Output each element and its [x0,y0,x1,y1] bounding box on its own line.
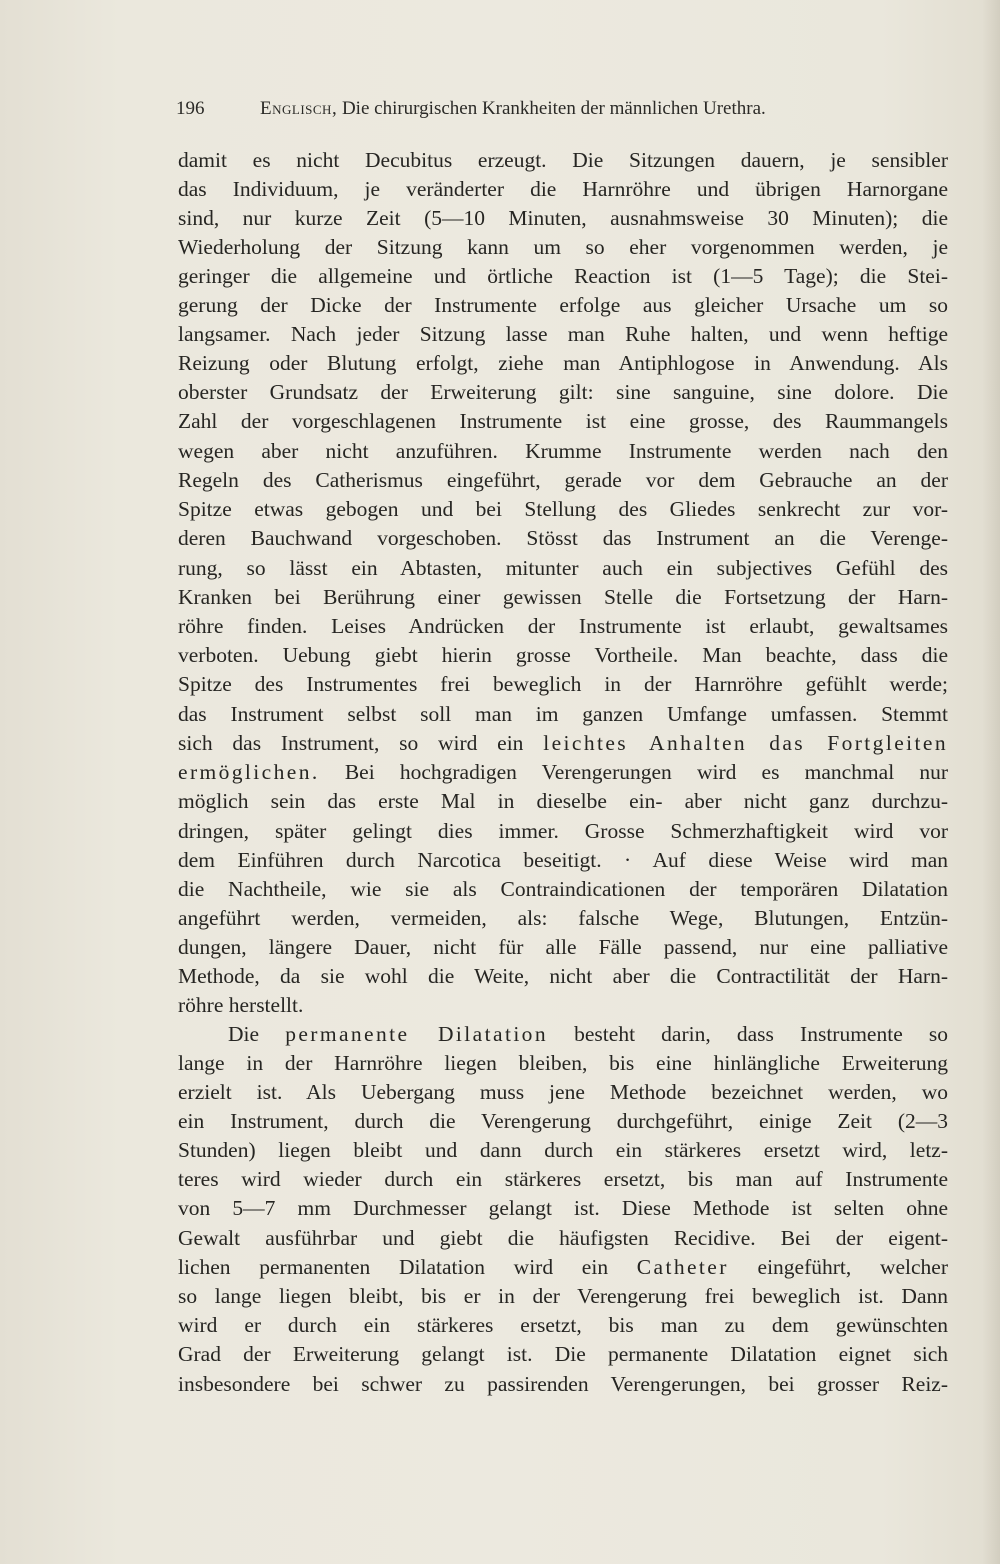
text-line: das Instrument selbst soll man im ganzen Umfange umfassen. Stemmt [178,702,948,726]
text-line: so lange liegen bleibt, bis er in der Verengerung frei beweglich ist. Dann [178,1284,948,1308]
text-line: dem Einführen durch Narcotica beseitigt. · Auf diese Weise wird man [178,848,948,872]
text-line: verboten. Uebung giebt hierin grosse Vortheile. Man beachte, dass die [178,643,948,667]
text-line: Gewalt ausführbar und giebt die häufigsten Recidive. Bei der eigent- [178,1226,948,1250]
running-title-text: Die chirurgischen Krankheiten der männlichen Urethra. [341,98,766,119]
text-line: Reizung oder Blutung erfolgt, ziehe man Antiphlogose in Anwendung. Als [178,351,948,375]
text-line: geringer die allgemeine und örtliche Reaction ist (1—5 Tage); die Stei- [178,264,948,288]
text-line: Spitze des Instrumentes frei beweglich in der Harnröhre gefühlt werde; [178,672,948,696]
text-line: damit es nicht Decubitus erzeugt. Die Sitzungen dauern, je sensibler [178,148,948,172]
text-line: Grad der Erweiterung gelangt ist. Die permanente Dilatation eignet sich [178,1342,948,1366]
scan-edge-shadow [982,0,1000,1564]
text-line: Stunden) liegen bleibt und dann durch ein stärkeres ersetzt wird, letz- [178,1138,948,1162]
text-line: oberster Grundsatz der Erweiterung gilt: sine sanguine, sine dolore. Die [178,380,948,404]
text-line: deren Bauchwand vorgeschoben. Stösst das Instrument an die Verenge- [178,526,948,550]
text-line: gerung der Dicke der Instrumente erfolge aus gleicher Ursache um so [178,293,948,317]
page-number: 196 [176,98,205,119]
text-line: lange in der Harnröhre liegen bleiben, bis eine hinlängliche Erweiterung [178,1051,948,1075]
text-line: sind, nur kurze Zeit (5—10 Minuten, ausnahmsweise 30 Minuten); die [178,206,948,230]
text-line: lichen permanenten Dilatation wird ein Catheter eingeführt, welcher [178,1255,949,1279]
text-line: Spitze etwas gebogen und bei Stellung des Gliedes senkrecht zur vor- [178,497,948,521]
text-line: die Nachtheile, wie sie als Contraindicationen der temporären Dilatation [178,877,948,901]
text-line: möglich sein das erste Mal in dieselbe ein- aber nicht ganz durchzu- [178,789,948,813]
spaced-emphasis: ermöglichen. [178,760,320,784]
text-line: langsamer. Nach jeder Sitzung lasse man Ruhe halten, und wenn heftige [178,322,948,346]
text-line: Zahl der vorgeschlagenen Instrumente ist eine grosse, des Raummangels [178,409,948,433]
text-line: dungen, längere Dauer, nicht für alle Fälle passend, nur eine palliative [178,935,948,959]
text-line: insbesondere bei schwer zu passirenden Verengerungen, bei grosser Reiz- [178,1372,948,1396]
text-line: teres wird wieder durch ein stärkeres ersetzt, bis man auf Instrumente [178,1167,948,1191]
text-line: das Individuum, je veränderter die Harnröhre und übrigen Harnorgane [178,177,948,201]
text-line: wird er durch ein stärkeres ersetzt, bis man zu dem gewünschten [178,1313,948,1337]
spaced-emphasis: leichtes Anhalten das Fortgleiten [543,731,948,755]
text-line: erzielt ist. Als Uebergang muss jene Methode bezeichnet werden, wo [178,1080,948,1104]
text-line: Kranken bei Berührung einer gewissen Stelle die Fortsetzung der Harn- [178,585,948,609]
text-line: Regeln des Catherismus eingeführt, gerade vor dem Gebrauche an der [178,468,948,492]
text-line: wegen aber nicht anzuführen. Krumme Instrumente werden nach den [178,439,948,463]
text-line: sich das Instrument, so wird ein leichtes Anhalten das Fortgleiten [178,731,948,755]
spaced-emphasis: Catheter [636,1255,729,1279]
text-line: rung, so lässt ein Abtasten, mitunter auch ein subjectives Gefühl des [178,556,948,580]
running-author: Englisch, [260,98,338,119]
paragraph-start-line: Die permanente Dilatation besteht darin, dass Instrumente so [228,1022,948,1046]
spaced-emphasis: permanente Dilatation [285,1022,548,1046]
text-line: von 5—7 mm Durchmesser gelangt ist. Diese Methode ist selten ohne [178,1196,948,1220]
text-line: angeführt werden, vermeiden, als: falsche Wege, Blutungen, Entzün- [178,906,948,930]
text-line: Methode, da sie wohl die Weite, nicht aber die Contractilität der Harn- [178,964,948,988]
text-line: ermöglichen. Bei hochgradigen Verengerungen wird es manchmal nur [178,760,948,784]
text-line: Wiederholung der Sitzung kann um so eher vorgenommen werden, je [178,235,948,259]
text-line: röhre finden. Leises Andrücken der Instrumente ist erlaubt, gewaltsames [178,614,948,638]
text-line: ein Instrument, durch die Verengerung durchgeführt, einige Zeit (2—3 [178,1109,948,1133]
text-line: röhre herstellt. [178,993,304,1017]
text-line: dringen, später gelingt dies immer. Grosse Schmerzhaftigkeit wird vor [178,819,948,843]
